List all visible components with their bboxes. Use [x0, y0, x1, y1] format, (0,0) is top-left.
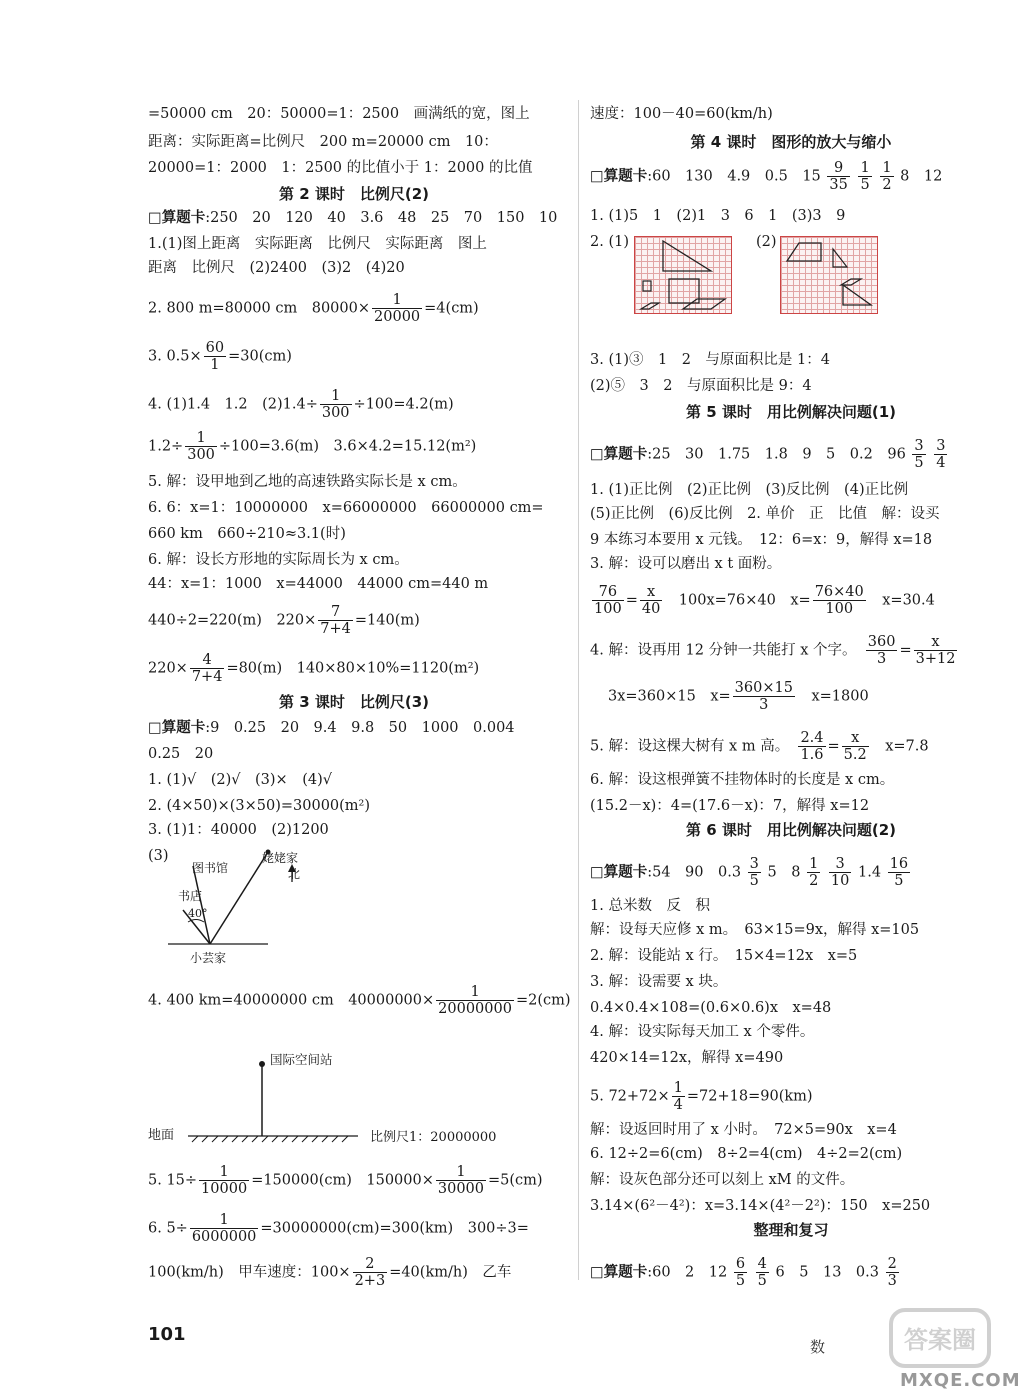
fraction: $\frac{76\times 40}{100}$ — [814, 584, 864, 617]
text-line: (2)⑤ 3 2 与原面积比是 9：4 — [590, 378, 812, 394]
fraction: $\frac{7}{7+4}$ — [320, 604, 351, 637]
text: x=30.4 — [882, 592, 935, 609]
text: 5. 72+72× — [590, 1088, 670, 1105]
fraction: $\frac{1}{20000}$ — [374, 292, 421, 325]
grid-shapes-2 — [781, 237, 877, 313]
text: =30(cm) — [228, 348, 292, 365]
text: 2. 800 m=80000 cm 80000× — [148, 300, 371, 317]
text-line: (3) — [148, 848, 169, 864]
fraction: $\frac{1}{30000}$ — [437, 1164, 485, 1197]
text: ÷100=4.2(m) — [353, 396, 454, 413]
fraction: $\frac{4}{7+4}$ — [191, 652, 223, 685]
fraction: $\frac{9}{35}$ — [829, 160, 848, 193]
text-line: 6. 解：设长方形地的实际周长为 x cm。 — [148, 552, 409, 568]
fraction: $\frac{3}{10}$ — [830, 856, 850, 889]
text: =150000(cm) 150000× — [251, 1172, 434, 1189]
text-line: 1.(1)图上距离 实际距离 比例尺 实际距离 图上 — [148, 236, 487, 252]
fraction: $\frac{1}{10000}$ — [201, 1164, 248, 1197]
text-line: 3. (1)③ 1 2 与原面积比是 1：4 — [590, 352, 830, 368]
iss-label: 国际空间站 — [270, 1052, 333, 1067]
fraction: $\frac{3}{4}$ — [936, 438, 946, 471]
graph-grid-2 — [780, 236, 878, 314]
text-line: 420×14=12x，解得 x=490 — [590, 1050, 784, 1066]
grid-shapes-1 — [635, 237, 731, 313]
fraction: $\frac{1}{2}$ — [809, 856, 819, 889]
column-divider — [578, 100, 579, 1280]
text-line: 1. (1)√ (2)√ (3)× (4)√ — [148, 772, 332, 788]
card-values: :250 20 120 40 3.6 48 25 70 150 10 — [205, 210, 558, 226]
graph-grid-1 — [634, 236, 732, 314]
fraction: $\frac{360\times 15}{3}$ — [734, 680, 793, 713]
fraction: $\frac{2.4}{1.6}$ — [800, 730, 824, 763]
text-line: 0.4×0.4×108=(0.6×0.6)x x=48 — [590, 1000, 832, 1016]
page-number: 101 — [148, 1324, 186, 1345]
text-line: =50000 cm 20：50000=1：2500 画满纸的宽，图上 — [148, 106, 530, 122]
fraction: $\frac{6}{5}$ — [735, 1256, 746, 1289]
fraction: $\frac{1}{2}$ — [882, 160, 892, 193]
answer-line — [148, 340, 292, 373]
fraction: $\frac{3}{5}$ — [749, 856, 759, 889]
card-values: :54 90 0.3 — [647, 864, 742, 881]
fraction: $\frac{1}{20000000}$ — [438, 984, 512, 1017]
fraction: $\frac{2}{3}$ — [887, 1256, 897, 1289]
text: 220× — [148, 660, 188, 677]
text: =30000000(cm)=300(km) 300÷3= — [260, 1220, 529, 1237]
text-line: 速度：100－40=60(km/h) — [590, 106, 773, 122]
text-line: 1. 总米数 反 积 — [590, 898, 710, 914]
text: =5(cm) — [488, 1172, 543, 1189]
fraction: $\frac{360}{3}$ — [867, 634, 896, 667]
fraction: $\frac{1}{300}$ — [187, 430, 215, 463]
answer-line — [148, 430, 476, 463]
text: =140(m) — [354, 612, 420, 629]
text: 440÷2=220(m) 220× — [148, 612, 317, 629]
card-label: □算题卡 — [590, 168, 648, 185]
text: ÷100=3.6(m) 3.6×4.2=15.12(m²) — [218, 438, 477, 455]
fraction: $\frac{4}{5}$ — [757, 1256, 767, 1289]
text-line: 距离：实际距离=比例尺 200 m=20000 cm 10： — [148, 134, 498, 150]
card-values: :9 0.25 20 9.4 9.8 50 1000 0.004 — [205, 720, 515, 736]
fraction: $\frac{76}{100}$ — [594, 584, 622, 617]
answer-line — [608, 680, 869, 713]
text-line: 4. 解：设实际每天加工 x 个零件。 — [590, 1024, 815, 1040]
text-line: 3. 解：设需要 x 块。 — [590, 974, 728, 990]
fraction: $\frac{60}{1}$ — [205, 340, 225, 373]
text: 5. 15÷ — [148, 1172, 198, 1189]
text: 5. 解：设这棵大树有 x m 高。 — [590, 738, 782, 755]
text-line: 5. 解：设甲地到乙地的高速铁路实际长是 x cm。 — [148, 474, 467, 490]
text-line: 9 本练习本要用 x 元钱。 12：6=x：9，解得 x=18 — [590, 532, 933, 548]
section-heading: 第 2 课时 比例尺(2) — [278, 185, 430, 203]
ground-label: 地面 — [148, 1128, 175, 1143]
scale-label: 比例尺1：20000000 — [370, 1130, 497, 1145]
fraction: $\frac{3}{5}$ — [914, 438, 924, 471]
text-line: 6. 解：设这根弹簧不挂物体时的长度是 x cm。 — [590, 772, 895, 788]
fraction: $\frac{1}{300}$ — [321, 388, 350, 421]
card-values: 6 5 13 0.3 — [775, 1264, 879, 1281]
quick-calc-card — [148, 718, 515, 738]
text-line: 解：设每天应修 x m。 63×15=9x，解得 x=105 — [590, 922, 920, 938]
fraction: $\frac{x}{3+12}$ — [915, 634, 956, 667]
text: =80(m) 140×80×10%=1120(m²) — [226, 660, 480, 677]
text: 4. 400 km=40000000 cm 40000000× — [148, 992, 435, 1009]
section-heading: 整理和复习 — [753, 1221, 829, 1239]
card-values: 8 12 — [900, 168, 943, 185]
text: 100x=76×40 x= — [678, 592, 811, 609]
card-values: 5 8 — [767, 864, 801, 881]
text-line: 解：设灰色部分还可以刻上 xM 的文件。 — [590, 1172, 855, 1188]
card-values: :25 30 1.75 1.8 9 5 0.2 96 — [647, 446, 906, 463]
fraction: $\frac{16}{5}$ — [889, 856, 909, 889]
answer-line — [148, 292, 479, 325]
answer-line — [148, 652, 479, 685]
space-station-diagram — [188, 1060, 398, 1144]
quick-calc-card — [148, 208, 557, 228]
card-label: □算题卡 — [148, 720, 206, 736]
text-line: 44：x=1：1000 x=44000 44000 cm=440 m — [148, 576, 489, 592]
answer-line: 5. 解：设这棵大树有 x m 高。 $\frac{2.4}{1.6}$ = $\frac{x}{5.2}$ x=7.8 — [590, 730, 929, 763]
answer-line: 4. 解：设再用 12 分钟一共能打 x 个字。 $\frac{360}{3}$ = $\frac{x}{3+12}$ — [590, 634, 956, 667]
answer-line — [590, 1080, 813, 1113]
text-line: (15.2－x)：4=(17.6－x)：7，解得 x=12 — [590, 798, 870, 814]
text-line: 0.25 20 — [148, 746, 214, 762]
text-line: 3. 解：设可以磨出 x t 面粉。 — [590, 556, 782, 572]
text: x=7.8 — [885, 738, 929, 755]
card-label: □算题卡 — [148, 210, 206, 226]
text: x=1800 — [811, 688, 869, 705]
answer-line — [148, 1256, 511, 1289]
map-label-library: 图书馆 — [192, 861, 229, 875]
text: 4. 解：设再用 12 分钟一共能打 x 个字。 — [590, 642, 850, 659]
text-line: 20000=1：2000 1：2500 的比值小于 1：2000 的比值 — [148, 160, 533, 176]
text-line: 1. (1)正比例 (2)正比例 (3)反比例 (4)正比例 — [590, 482, 909, 498]
text-line: 距离 比例尺 (2)2400 (3)2 (4)20 — [148, 260, 405, 276]
text: =40(km/h) 乙车 — [389, 1264, 512, 1281]
answer-line — [148, 604, 420, 637]
answer-line: $\frac{76}{100}$ = $\frac{x}{40}$ 100x=76×40 x= $\frac{76\times 40}{100}$ x=30.4 — [594, 584, 935, 617]
fraction: $\frac{x}{40}$ — [641, 584, 661, 617]
card-label: □算题卡 — [590, 1264, 648, 1281]
section-heading: 第 6 课时 用比例解决问题(2) — [685, 821, 897, 839]
fraction: $\frac{x}{5.2}$ — [843, 730, 867, 763]
quick-calc-card — [590, 438, 949, 471]
text: =2(cm) — [515, 992, 571, 1009]
card-values: 1.4 — [857, 864, 882, 881]
card-label: □算题卡 — [590, 864, 648, 881]
subject-tag: 数 — [810, 1338, 826, 1356]
text-line: (2) — [756, 234, 777, 250]
fraction: $\frac{2}{2+3}$ — [354, 1256, 386, 1289]
text-line: 6. 12÷2=6(cm) 8÷2=4(cm) 4÷2=2(cm) — [590, 1146, 903, 1162]
card-values: :60 130 4.9 0.5 15 — [647, 168, 821, 185]
quick-calc-card — [590, 160, 942, 193]
text-line: 3.14×(6²－4²)：x=3.14×(4²－2²)：150 x=250 — [590, 1198, 931, 1214]
quick-calc-card — [590, 856, 912, 889]
map-label-grandma-home: 姥姥家 — [262, 851, 299, 865]
text-line: 解：设返回时用了 x 小时。 72×5=90x x=4 — [590, 1122, 897, 1138]
text-line: 2. (4×50)×(3×50)=30000(m²) — [148, 798, 371, 814]
text: 6. 5÷ — [148, 1220, 188, 1237]
fraction: $\frac{1}{6000000}$ — [191, 1212, 257, 1245]
text-line: 2. (1) — [590, 234, 629, 250]
text: =72+18=90(km) — [686, 1088, 813, 1105]
text: =4(cm) — [424, 300, 479, 317]
map-label-angle: 40° — [188, 907, 208, 920]
text: 3x=360×15 x= — [608, 688, 731, 705]
answer-line — [148, 1164, 543, 1197]
watermark-logo-text: 答案圈 — [904, 1326, 976, 1354]
fraction: $\frac{1}{5}$ — [860, 160, 870, 193]
text-line: 660 km 660÷210≈3.1(时) — [148, 526, 346, 542]
map-label-bookstore: 书店 — [178, 889, 203, 903]
answer-line — [148, 1212, 529, 1245]
card-label: □算题卡 — [590, 446, 648, 463]
text: 100(km/h) 甲车速度：100× — [148, 1264, 351, 1281]
fraction: $\frac{1}{4}$ — [673, 1080, 683, 1113]
text-line: 1. (1)5 1 (2)1 3 6 1 (3)3 9 — [590, 208, 846, 224]
watermark-text: MXQE.COM — [900, 1370, 1021, 1391]
section-heading: 第 4 课时 图形的放大与缩小 — [690, 133, 892, 151]
card-values: :60 2 12 — [647, 1264, 728, 1281]
answer-line — [148, 388, 454, 421]
text-line: (5)正比例 (6)反比例 2. 单价 正 比值 解：设买 — [590, 506, 940, 522]
answer-line — [148, 984, 571, 1017]
text-line: 2. 解：设能站 x 行。 15×4=12x x=5 — [590, 948, 858, 964]
section-heading: 第 5 课时 用比例解决问题(1) — [685, 403, 897, 421]
text: 1.2÷ — [148, 438, 184, 455]
quick-calc-card — [590, 1256, 901, 1289]
text: 3. 0.5× — [148, 348, 202, 365]
map-label-home: 小芸家 — [190, 951, 227, 965]
text: 4. (1)1.4 1.2 (2)1.4÷ — [148, 396, 318, 413]
map-label-north: 北 — [288, 867, 301, 881]
text-line: 6. 6：x=1：10000000 x=66000000 66000000 cm= — [148, 500, 544, 516]
text-line: 3. (1)1：40000 (2)1200 — [148, 822, 329, 838]
section-heading: 第 3 课时 比例尺(3) — [278, 693, 430, 711]
